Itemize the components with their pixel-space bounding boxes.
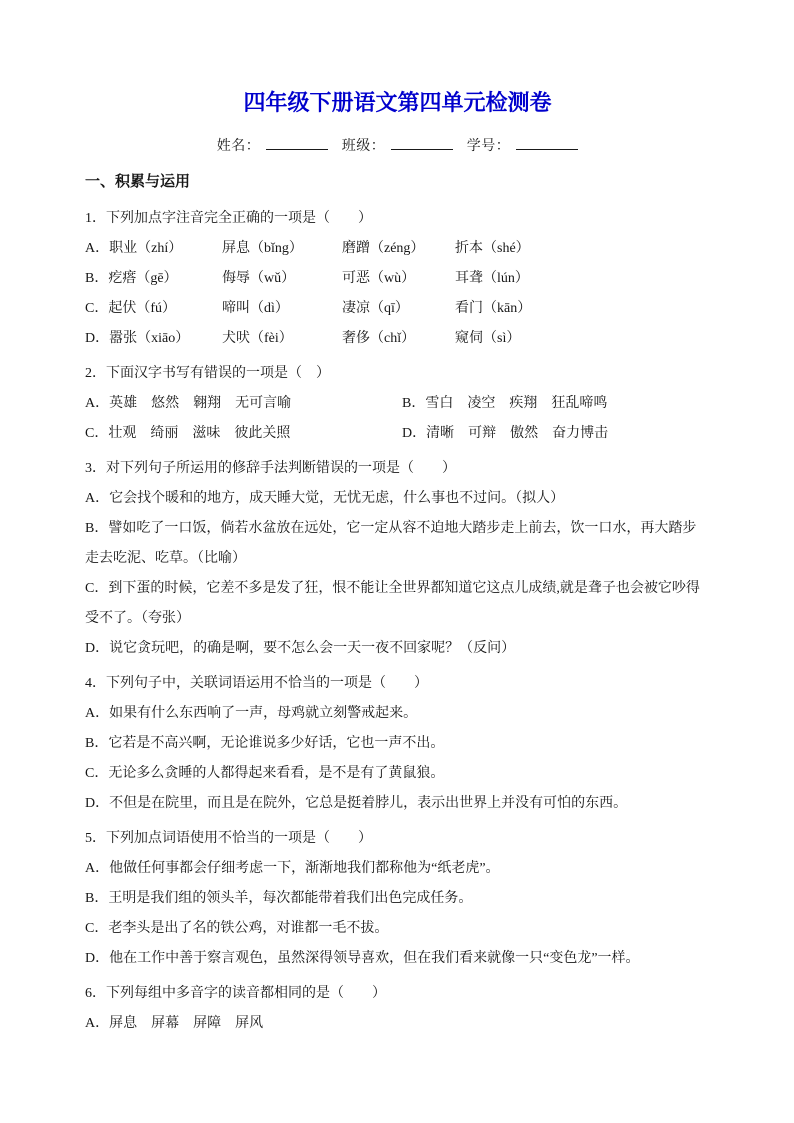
q2-option-b: B．雪白 凌空 疾翔 狂乱啼鸣 [402,396,608,411]
q4-option-b: B．它若是不高兴啊，无论谁说多少好话，它也一声不出。 [85,736,445,751]
q1-option-b-word-1: B．疙瘩（gē） [85,271,178,286]
q3-option-d: D．说它贪玩吧，的确是啊，要不怎么会一天一夜不回家呢？（反问） [85,641,516,656]
q1-option-d-word-1: D．嚣张（xiāo） [85,331,190,346]
question-1-stem: 1．下列加点字注音完全正确的一项是（ ） [85,211,372,226]
q5-option-d: D．他在工作中善于察言观色，虽然深得领导喜欢，但在我们看来就像一只“变色龙”一样。 [85,951,640,966]
q1-option-b-word-3: 可恶（wù） [342,271,416,286]
question-1-row-b [85,264,710,294]
student-id-label: 学号： [466,139,511,154]
q1-option-c-word-1: C．起伏（fú） [85,301,176,316]
section-heading: 一、积累与运用 [85,174,191,190]
q5-option-c: C．老李头是出了名的铁公鸡，对谁都一毛不拔。 [85,921,389,936]
question-1-row-c [85,294,710,324]
student-info-line [85,134,710,159]
q2-option-d: D．清晰 可辩 傲然 奋力博击 [402,426,609,441]
q4-option-c: C．无论多么贪睡的人都得起来看看，是不是有了黄鼠狼。 [85,766,445,781]
question-5-stem: 5．下列加点词语使用不恰当的一项是（ ） [85,831,372,846]
student-id-blank-line[interactable] [516,134,578,150]
page-title: 四年级下册语文第四单元检测卷 [243,90,552,115]
question-1-row-a [85,234,710,264]
q3-option-a: A．它会找个暖和的地方，成天睡大觉，无忧无虑，什么事也不过问。（拟人） [85,491,565,506]
question-2-stem: 2．下面汉字书写有错误的一项是（ ） [85,366,330,381]
q5-option-b: B．王明是我们组的领头羊，每次都能带着我们出色完成任务。 [85,891,473,906]
q1-option-a-word-2: 屏息（bǐng） [222,241,303,256]
question-6-stem: 6．下列每组中多音字的读音都相同的是（ ） [85,986,386,1001]
question-1-row-d [85,324,710,354]
question-4-stem: 4．下列句子中，关联词语运用不恰当的一项是（ ） [85,676,428,691]
q1-option-d-word-2: 犬吠（fèi） [222,331,293,346]
question-2-row-cd [85,419,710,449]
q1-option-c-word-2: 啼叫（dì） [222,301,289,316]
q3-option-b: B．譬如吃了一口饭，倘若水盆放在远处，它一定从容不迫地大踏步走上前去，饮一口水，再大踏步走去吃泥、吃草。（比喻） [85,521,697,566]
q1-option-b-word-2: 侮辱（wǔ） [222,271,296,286]
q1-option-a-word-4: 折本（shé） [455,241,530,256]
name-label: 姓名： [216,139,261,154]
class-blank-line[interactable] [391,134,453,150]
q1-option-d-word-3: 奢侈（chǐ） [342,331,416,346]
q1-option-b-word-4: 耳聋（lún） [455,271,529,286]
q1-option-c-word-3: 凄凉（qī） [342,301,409,316]
q6-option-a: A．屏息 屏幕 屏障 屏风 [85,1016,264,1031]
question-2-row-ab [85,389,710,419]
class-label: 班级： [341,139,386,154]
q4-option-a: A．如果有什么东西响了一声，母鸡就立刻警戒起来。 [85,706,418,721]
q3-option-c: C．到下蛋的时候，它差不多是发了狂，恨不能让全世界都知道它这点儿成绩,就是聋子也会被它吵得受不了。（夸张） [85,581,700,626]
q1-option-d-word-4: 窥伺（sì） [455,331,521,346]
q4-option-d: D．不但是在院里，而且是在院外，它总是挺着脖儿，表示出世界上并没有可怕的东西。 [85,796,628,811]
name-blank-line[interactable] [266,134,328,150]
q1-option-a-word-3: 磨蹭（zéng） [342,241,425,256]
q1-option-c-word-4: 看门（kān） [455,301,532,316]
q2-option-c: C．壮观 绮丽 滋味 彼此关照 [85,426,291,441]
q5-option-a: A．他做任何事都会仔细考虑一下，渐渐地我们都称他为“纸老虎”。 [85,861,500,876]
q2-option-a: A．英雄 悠然 翱翔 无可言喻 [85,396,292,411]
question-3-stem: 3．对下列句子所运用的修辞手法判断错误的一项是（ ） [85,461,456,476]
q1-option-a-word-1: A．职业（zhí） [85,241,183,256]
